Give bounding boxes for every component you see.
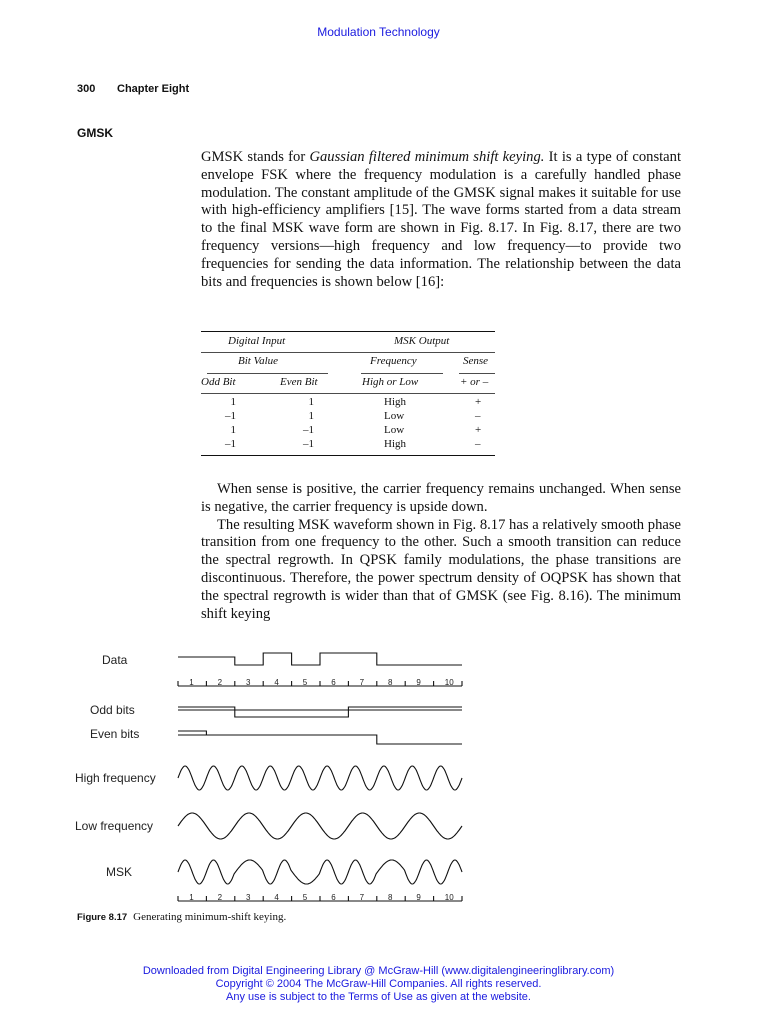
paragraph-waveform: The resulting MSK waveform shown in Fig. 8.17 has a relatively smooth phase transition from one frequency to the other. Such a smooth transition can reduce the spectral regrowth. In QPSK family modulations, the phase transitions are discontinuous. Therefore, the power spectrum density of OQPSK has shown that the spectral regrowth is wider than that of GMSK (see Fig. 8.16). The minimum shift keying [201, 516, 681, 622]
data-axis-tick-label: 9 [416, 678, 421, 687]
msk-axis-tick-label: 4 [274, 893, 279, 902]
footer-line-1[interactable]: Downloaded from Digital Engineering Library @ McGraw-Hill (www.digitalengineeringlibrary.com) [142, 965, 615, 977]
data-axis-tick-label: 7 [359, 678, 365, 687]
msk-axis-tick-label: 2 [217, 893, 223, 902]
msk-axis-tick-label: 3 [246, 893, 251, 902]
table-row-4-freq: High [384, 438, 406, 450]
table-row-3-sense: + [475, 424, 482, 436]
table-group-msk-output: MSK Output [394, 335, 450, 347]
data-axis-tick-label: 1 [189, 678, 194, 687]
p1-post: It is a type of constant envelope FSK where the frequency modulation is a carefully handled phase modulation. The constant amplitude of the GMSK signal makes it suitable for use with high-efficiency amplifiers [15]. The wave forms started from a data stream to the final MSK wave form are shown in Fig. 8.17. In Fig. 8.17, there are two frequency versions—high frequency and low frequency—to provide two frequencies for sending the data information. The relationship between the data bits and frequencies is shown below [16]: [201, 149, 682, 290]
high-frequency-wave [178, 766, 462, 790]
msk-axis-tick-label: 9 [416, 893, 421, 902]
table-col-even-bit: Even Bit [280, 376, 318, 388]
table-row-3-odd: 1 [230, 424, 236, 436]
header-link[interactable]: Modulation Technology [317, 25, 440, 39]
footer-line-2: Copyright © 2004 The McGraw-Hill Companies. All rights reserved. [215, 978, 542, 990]
table-col-sign: + or – [460, 376, 489, 388]
table-col-high-low: High or Low [362, 376, 419, 388]
msk-axis-tick-label: 8 [388, 893, 393, 902]
low-frequency-wave [178, 813, 462, 839]
data-axis-tick-label: 5 [302, 678, 308, 687]
odd-bits-wave [178, 707, 462, 717]
msk-axis-tick-label: 1 [189, 893, 194, 902]
paragraph-sense: When sense is positive, the carrier frequency remains unchanged. When sense is negative, the carrier frequency is upside down. [201, 481, 681, 515]
table-row-3-freq: Low [384, 424, 405, 436]
table-row-2-even: 1 [308, 410, 314, 422]
paragraph-gmsk-intro [201, 149, 681, 291]
even-bits-start [178, 731, 206, 735]
table-row-4-odd: –1 [225, 438, 236, 450]
msk-axis-tick-label: 6 [331, 893, 336, 902]
table-sub-bit-value: Bit Value [238, 355, 279, 367]
label-high-frequency: High frequency [75, 771, 156, 785]
msk-axis-tick-label: 10 [444, 893, 454, 902]
data-axis-tick-label: 10 [444, 678, 454, 687]
table-row-2-freq: Low [384, 410, 405, 422]
label-even-bits: Even bits [90, 727, 140, 741]
footer-line-3: Any use is subject to the Terms of Use as given at the website. [226, 991, 531, 1003]
even-bits-wave [178, 735, 462, 744]
table-row-1-odd: 1 [230, 396, 236, 408]
table-col-odd-bit: Odd Bit [201, 376, 236, 388]
table-row-4-even: –1 [303, 438, 314, 450]
figure-caption-text: Generating minimum-shift keying. [133, 911, 287, 923]
label-data: Data [102, 653, 128, 667]
table-group-digital-input: Digital Input [228, 335, 286, 347]
figure-caption-label: Figure 8.17 [77, 912, 128, 923]
table-row-2-odd: –1 [225, 410, 236, 422]
figure-msk-waveforms [60, 640, 480, 910]
chapter-title: Chapter Eight [117, 83, 190, 95]
msk-wave [178, 860, 462, 884]
msk-axis-tick-label: 7 [359, 893, 365, 902]
data-wave [178, 653, 462, 665]
p1-pre: GMSK stands for [201, 149, 310, 165]
p1-emph: Gaussian filtered minimum shift keying. [309, 149, 545, 165]
table-row-1-freq: High [384, 396, 406, 408]
label-odd-bits: Odd bits [90, 703, 135, 717]
data-axis-tick-label: 4 [274, 678, 279, 687]
figure-caption [77, 911, 286, 923]
data-axis-tick-label: 2 [217, 678, 223, 687]
page-number: 300 [77, 83, 96, 95]
table-sub-frequency: Frequency [370, 355, 417, 367]
label-msk: MSK [106, 865, 133, 879]
data-axis-tick-label: 3 [246, 678, 251, 687]
section-heading: GMSK [77, 126, 113, 140]
paragraph-msk-body [201, 481, 681, 623]
msk-axis-tick-label: 5 [302, 893, 308, 902]
table-row-2-sense: – [475, 410, 481, 422]
table-row-4-sense: – [475, 438, 481, 450]
table-rules [201, 331, 495, 457]
table-row-1-sense: + [475, 396, 482, 408]
table-row-3-even: –1 [303, 424, 314, 436]
data-axis-tick-label: 8 [388, 678, 393, 687]
label-low-frequency: Low frequency [75, 819, 154, 833]
table-sub-sense: Sense [463, 355, 489, 367]
table-row-1-even: 1 [308, 396, 314, 408]
data-axis-tick-label: 6 [331, 678, 336, 687]
